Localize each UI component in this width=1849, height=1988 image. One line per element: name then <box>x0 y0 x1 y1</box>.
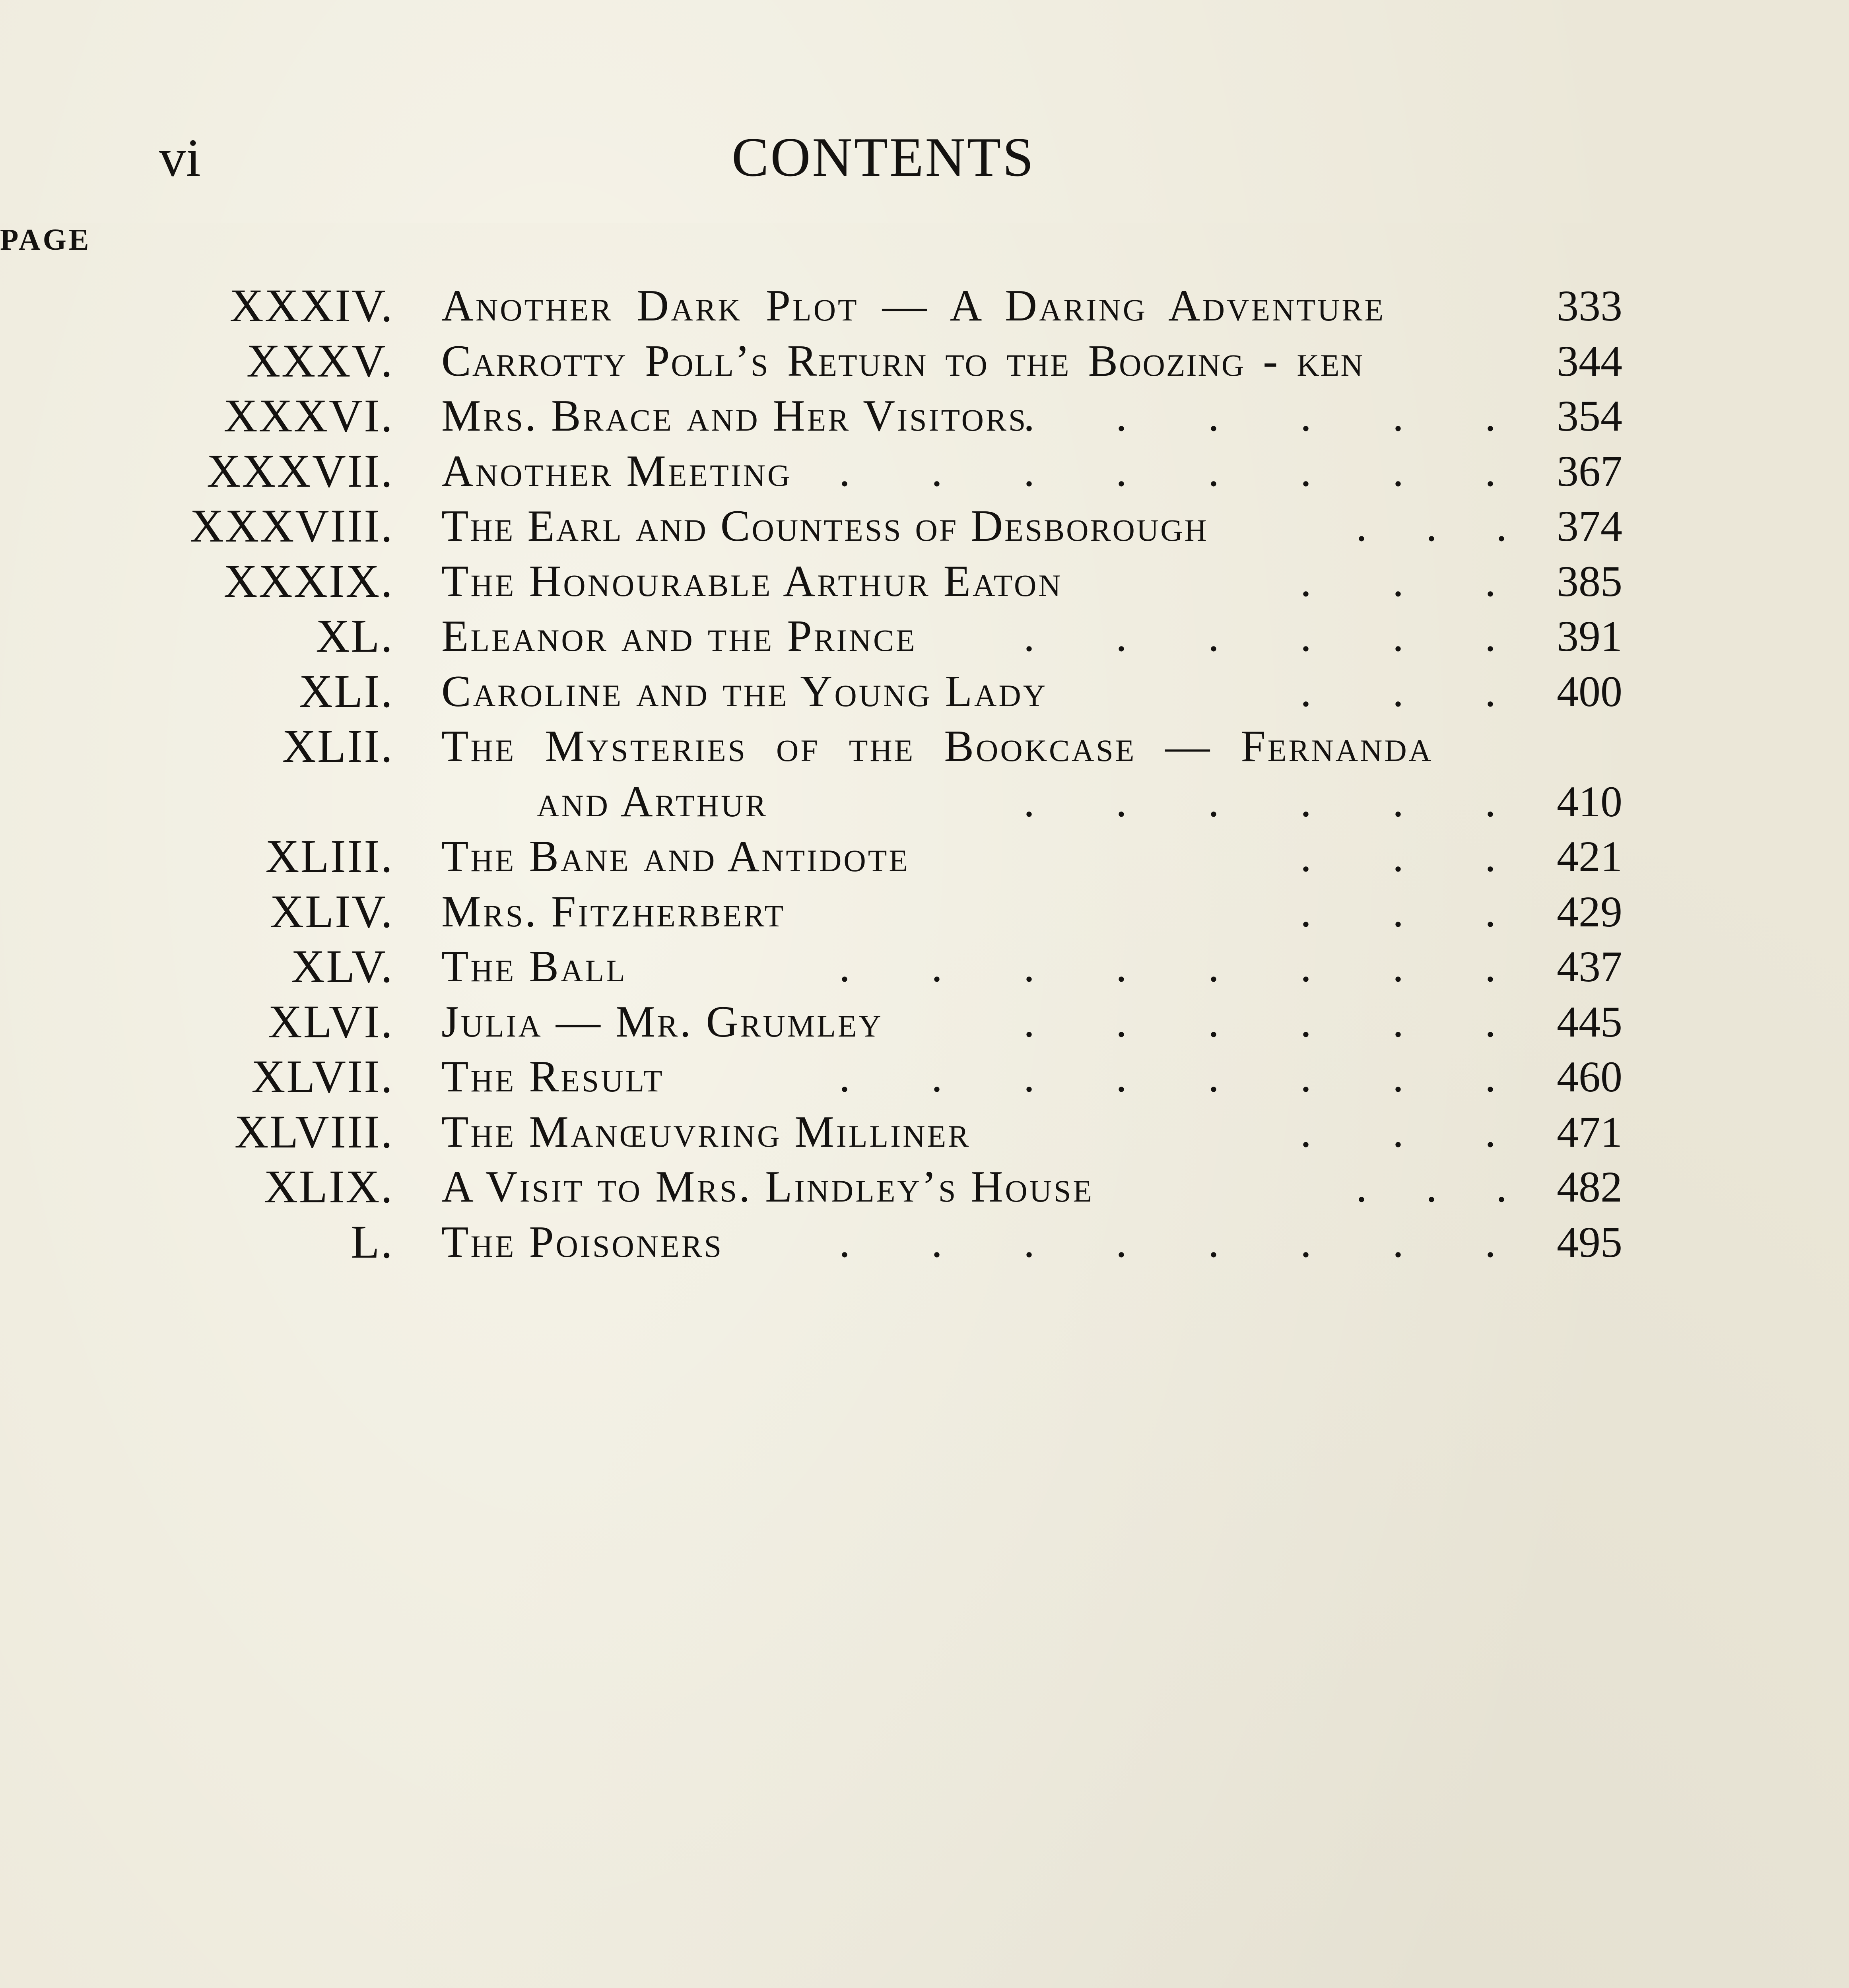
dot-leaders: . . . . . . . . <box>839 942 1531 991</box>
chapter-number: L. <box>351 1215 394 1268</box>
toc-entry-l <box>0 1215 1849 1270</box>
toc-entry-xlix <box>0 1159 1849 1215</box>
chapter-number: XL. <box>316 610 394 662</box>
dot-leaders: . . . . . . . . <box>839 1217 1531 1267</box>
chapter-title: The Bane and Antidote <box>441 832 910 881</box>
chapter-title: Eleanor and the Prince <box>441 612 917 661</box>
page-header <box>0 115 1849 195</box>
chapter-title: Mrs. Brace and Her Visitors <box>441 391 1028 441</box>
chapter-page: 421 <box>1557 832 1622 881</box>
chapter-title: The Poisoners <box>441 1217 724 1267</box>
toc-entry-xlii <box>0 719 1849 774</box>
chapter-number: XXXVIII. <box>190 500 394 552</box>
chapter-title: Carrotty Poll’s Return to the Boozing - ken <box>441 336 1364 386</box>
toc-entry-xxxvii <box>0 444 1849 499</box>
table-of-contents <box>0 278 1849 1270</box>
chapter-number: XXXVI. <box>223 390 394 442</box>
chapter-page: 391 <box>1557 612 1622 660</box>
toc-entry-xlii-continued <box>0 774 1849 829</box>
dot-leaders: . . . . . . . . <box>839 1052 1531 1101</box>
chapter-title: The Honourable Arthur Eaton <box>441 556 1063 606</box>
chapter-number: XLI. <box>299 665 394 717</box>
chapter-title: The Result <box>441 1052 664 1101</box>
chapter-page: 437 <box>1557 942 1622 991</box>
chapter-title-continued: and Arthur <box>537 777 768 826</box>
toc-entry-xxxviii <box>0 499 1849 554</box>
page-title: CONTENTS <box>732 126 1035 188</box>
chapter-title: The Mysteries of the Bookcase — Fernanda <box>441 722 1433 771</box>
dot-leaders: . . . . . . . . <box>839 446 1531 496</box>
chapter-number: XLII. <box>282 720 394 772</box>
chapter-number: XLVI. <box>268 995 394 1048</box>
chapter-number: XLVIII. <box>234 1105 394 1158</box>
dot-leaders: . . . <box>1300 832 1531 881</box>
chapter-page: 367 <box>1557 447 1622 495</box>
chapter-number: XXXVII. <box>207 445 394 497</box>
dot-leaders: . . . <box>1300 556 1531 606</box>
chapter-title: Mrs. Fitzherbert <box>441 887 786 936</box>
chapter-page: 410 <box>1557 777 1622 826</box>
dot-leaders: . . . <box>1356 501 1531 551</box>
chapter-page: 482 <box>1557 1163 1622 1211</box>
page-number: vi <box>159 128 201 188</box>
chapter-number: XLIII. <box>265 830 394 882</box>
dot-leaders: . . . . . . <box>1024 777 1531 826</box>
chapter-number: XLV. <box>291 940 394 992</box>
chapter-page: 344 <box>1557 336 1622 385</box>
chapter-number: XLIV. <box>270 885 394 938</box>
toc-entry-xlv <box>0 939 1849 994</box>
toc-entry-xliii <box>0 829 1849 884</box>
chapter-page: 354 <box>1557 392 1622 440</box>
dot-leaders: . . . <box>1300 1107 1531 1157</box>
chapter-title: Another Meeting <box>441 446 792 496</box>
chapter-number: XLIX. <box>264 1161 394 1213</box>
chapter-title: Julia — Mr. Grumley <box>441 997 883 1046</box>
chapter-title: The Ball <box>441 942 627 991</box>
toc-entry-xxxv <box>0 334 1849 389</box>
toc-entry-xlviii <box>0 1105 1849 1160</box>
chapter-number: XLVII. <box>251 1050 394 1103</box>
chapter-page: 333 <box>1557 282 1622 330</box>
chapter-page: 429 <box>1557 887 1622 936</box>
chapter-number: XXXV. <box>246 334 394 387</box>
chapter-title: Another Dark Plot — A Daring Adventure <box>441 281 1386 330</box>
dot-leaders: . . . <box>1300 887 1531 936</box>
toc-entry-xliv <box>0 884 1849 940</box>
chapter-page: 400 <box>1557 667 1622 716</box>
toc-entry-xxxix <box>0 554 1849 609</box>
chapter-number: XXXIX. <box>223 555 394 607</box>
toc-entry-xlvii <box>0 1049 1849 1105</box>
chapter-title: Caroline and the Young Lady <box>441 666 1048 716</box>
chapter-page: 385 <box>1557 557 1622 606</box>
toc-entry-xlvi <box>0 994 1849 1050</box>
chapter-page: 471 <box>1557 1107 1622 1156</box>
page-column-heading: PAGE <box>0 223 1849 1988</box>
toc-entry-xl <box>0 609 1849 664</box>
dot-leaders: . . . . . . <box>1024 391 1531 441</box>
chapter-page: 374 <box>1557 502 1622 550</box>
chapter-page: 495 <box>1557 1217 1622 1266</box>
chapter-title: The Manœuvring Milliner <box>441 1107 971 1157</box>
chapter-page: 460 <box>1557 1052 1622 1101</box>
toc-entry-xli <box>0 664 1849 719</box>
dot-leaders: . . . . . . <box>1024 612 1531 661</box>
chapter-number: XXXIV. <box>229 280 394 332</box>
dot-leaders: . . . <box>1356 1162 1531 1211</box>
chapter-title: The Earl and Countess of Desborough <box>441 501 1208 551</box>
toc-entry-xxxiv <box>0 278 1849 334</box>
dot-leaders: . . . . . . <box>1024 997 1531 1046</box>
chapter-title: A Visit to Mrs. Lindley’s House <box>441 1162 1094 1211</box>
dot-leaders: . . . <box>1300 666 1531 716</box>
toc-entry-xxxvi <box>0 388 1849 444</box>
chapter-page: 445 <box>1557 997 1622 1046</box>
